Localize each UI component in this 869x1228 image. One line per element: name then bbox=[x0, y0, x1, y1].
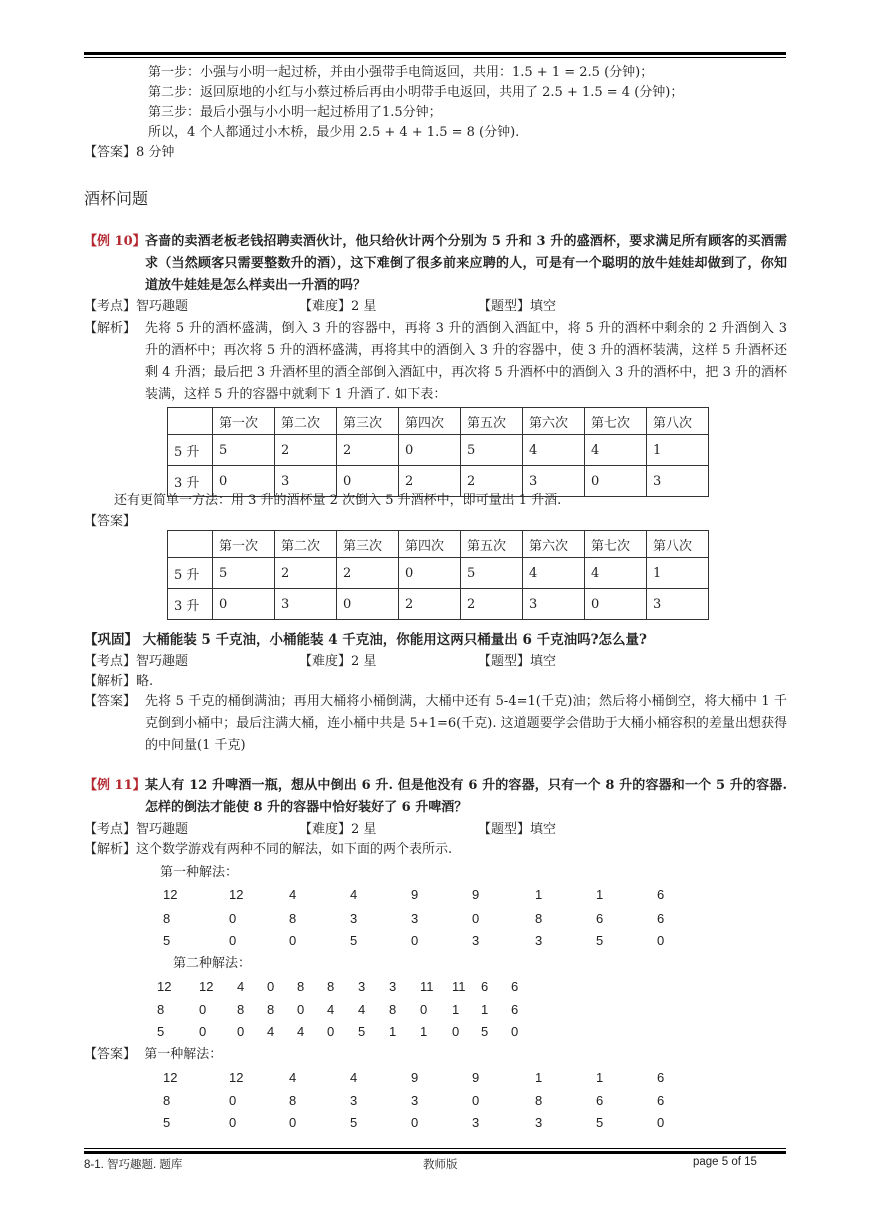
number-cell: 3 bbox=[535, 1115, 543, 1130]
table-cell: 4 bbox=[523, 435, 585, 466]
answer-label: 【答案】 bbox=[84, 694, 137, 709]
number-cell: 4 bbox=[358, 1002, 366, 1017]
table-cell: 第四次 bbox=[399, 408, 461, 435]
number-cell: 11 bbox=[420, 979, 434, 994]
number-cell: 6 bbox=[657, 887, 665, 902]
example-11-nandu bbox=[299, 820, 376, 840]
table-cell: 第六次 bbox=[523, 408, 585, 435]
footer-page: page 5 of 15 bbox=[693, 1156, 757, 1168]
gonggu-question-text: 大桶能装 5 千克油，小桶能装 4 千克油，你能用这两只桶量出 6 千克油吗?怎么量? bbox=[142, 632, 647, 648]
table-cell: 3 bbox=[275, 589, 337, 620]
kaodian-label: 【考点】 bbox=[84, 654, 137, 669]
table-cell: 第三次 bbox=[337, 531, 399, 558]
method-2-label: 第二种解法： bbox=[173, 956, 252, 971]
table-cell: 3 bbox=[647, 589, 709, 620]
number-cell: 5 bbox=[596, 933, 604, 948]
number-cell: 5 bbox=[163, 1115, 171, 1130]
number-cell: 1 bbox=[596, 887, 604, 902]
number-cell: 6 bbox=[596, 911, 604, 926]
number-cell: 0 bbox=[411, 1115, 419, 1130]
table-cell: 第二次 bbox=[275, 408, 337, 435]
example-10-question bbox=[84, 231, 787, 297]
number-cell: 5 bbox=[358, 1024, 366, 1039]
answer-method-label: 第一种解法： bbox=[144, 1047, 223, 1062]
number-cell: 0 bbox=[327, 1024, 335, 1039]
answer-text: 先将 5 千克的桶倒满油；再用大桶将小桶倒满，大桶中还有 5-4=1(千克)油；然后将小桶倒空，将大桶中 1 千克倒到小桶中；最后注满大桶，连小桶中共是 5+1=6(千克). 这道题要学会借助于大桶小桶容积的差量出想获得的中间量(1 千克) bbox=[145, 694, 787, 753]
table-cell: 2 bbox=[461, 466, 523, 497]
kaodian-value: 智巧趣题 bbox=[136, 299, 189, 314]
table-cell: 5 bbox=[213, 435, 275, 466]
table-header-row bbox=[168, 531, 709, 558]
example-11-jiexi bbox=[84, 840, 452, 860]
number-cell: 3 bbox=[350, 1093, 358, 1108]
number-cell: 9 bbox=[411, 887, 419, 902]
table-cell: 第六次 bbox=[523, 531, 585, 558]
table-cell: 5 bbox=[461, 558, 523, 589]
nandu-label: 【难度】 bbox=[299, 299, 352, 314]
table-cell: 2 bbox=[337, 558, 399, 589]
answer-text: 8 分钟 bbox=[136, 145, 175, 160]
number-cell: 6 bbox=[511, 1002, 519, 1017]
example-11-question-text: 某人有 12 升啤酒一瓶，想从中倒出 6 升. 但是他没有 6 升的容器，只有一个 8 升的容器和一个 5 升的容器. 怎样的倒法才能使 8 升的容器中恰好装好了 6 升啤酒？ bbox=[145, 778, 787, 815]
footer-left: 8-1. 智巧趣题. 题库 bbox=[84, 1159, 183, 1171]
number-cell: 12 bbox=[229, 887, 244, 902]
example-11-tixing bbox=[478, 820, 556, 840]
tixing-value: 填空 bbox=[530, 822, 557, 837]
table-cell: 0 bbox=[213, 466, 275, 497]
table-cell: 第五次 bbox=[461, 531, 523, 558]
step-line: 第一步：小强与小明一起过桥，并由小强带手电筒返回，共用：1.5 + 1 = 2.5 (分钟)； bbox=[148, 65, 654, 80]
table-cell: 0 bbox=[213, 589, 275, 620]
number-cell: 12 bbox=[199, 979, 214, 994]
jiexi-label: 【解析】 bbox=[84, 674, 137, 689]
number-cell: 1 bbox=[452, 1002, 460, 1017]
simpler-method: 还有更简单一方法：用 3 升的酒杯量 2 次倒入 5 升酒杯中，即可量出 1 升酒. bbox=[114, 493, 562, 508]
nandu-label: 【难度】 bbox=[299, 654, 352, 669]
number-cell: 0 bbox=[289, 933, 297, 948]
number-cell: 3 bbox=[472, 1115, 480, 1130]
step-line: 第二步：返回原地的小红与小蔡过桥后再由小明带手电返回，共用了 2.5 + 1.5 = 4 (分钟)； bbox=[148, 85, 684, 100]
number-cell: 9 bbox=[472, 887, 480, 902]
nandu-value: 2 星 bbox=[351, 654, 377, 669]
table-cell: 2 bbox=[399, 466, 461, 497]
nandu-value: 2 星 bbox=[351, 299, 377, 314]
number-cell: 8 bbox=[157, 1002, 165, 1017]
tixing-value: 填空 bbox=[530, 654, 557, 669]
number-cell: 6 bbox=[657, 911, 665, 926]
table-cell: 第二次 bbox=[275, 531, 337, 558]
number-cell: 12 bbox=[157, 979, 172, 994]
number-cell: 9 bbox=[411, 1070, 419, 1085]
number-cell: 5 bbox=[350, 933, 358, 948]
number-cell: 8 bbox=[535, 911, 543, 926]
number-cell: 6 bbox=[657, 1070, 665, 1085]
number-cell: 1 bbox=[535, 1070, 543, 1085]
number-cell: 8 bbox=[327, 979, 335, 994]
example-10-table bbox=[167, 407, 709, 497]
kaodian-value: 智巧趣题 bbox=[136, 822, 189, 837]
number-cell: 3 bbox=[358, 979, 366, 994]
table-cell: 4 bbox=[585, 435, 647, 466]
step-line: 第三步：最后小强与小小明一起过桥用了1.5分钟； bbox=[148, 105, 442, 120]
nandu bbox=[299, 297, 376, 317]
table-cell: 3 bbox=[523, 589, 585, 620]
number-cell: 0 bbox=[511, 1024, 519, 1039]
gonggu-answer bbox=[84, 691, 787, 757]
number-cell: 0 bbox=[229, 1093, 237, 1108]
jiexi-text: 先将 5 升的酒杯盛满，倒入 3 升的容器中，再将 3 升的酒倒入酒缸中，将 5 升的酒杯中剩余的 2 升酒倒入 3 升的酒杯中；再次将 5 升的酒杯盛满，再将其中的酒倒入 3 升的容器中，使 3 升的酒杯装满，这样 5 升酒杯还剩 4 升酒；最后把 3 升酒杯里的酒全部倒入酒缸中，再次将 5 升酒杯中的酒倒入 3 升的酒杯中，把 3 升的酒杯装满，这样 5 升的容器中就剩下 1 升酒了. 如下表： bbox=[145, 321, 787, 402]
number-cell: 8 bbox=[163, 911, 171, 926]
example-10-jiexi bbox=[84, 318, 787, 406]
jiexi-label: 【解析】 bbox=[84, 321, 137, 336]
tixing bbox=[478, 297, 556, 317]
tixing-value: 填空 bbox=[530, 299, 557, 314]
answer-label: 【答案】 bbox=[84, 145, 137, 160]
table-cell: 5 bbox=[461, 435, 523, 466]
gonggu-tixing bbox=[478, 652, 556, 672]
example-10-meta bbox=[84, 297, 188, 317]
number-cell: 6 bbox=[511, 979, 519, 994]
number-cell: 1 bbox=[535, 887, 543, 902]
number-cell: 3 bbox=[535, 933, 543, 948]
number-cell: 0 bbox=[237, 1024, 245, 1039]
step-line: 所以，4 个人都通过小木桥，最少用 2.5 + 4 + 1.5 = 8 (分钟). bbox=[148, 125, 520, 140]
tixing-label: 【题型】 bbox=[478, 299, 531, 314]
top-answer bbox=[84, 143, 174, 163]
example-11-label: 【例 11】 bbox=[84, 778, 146, 793]
number-cell: 0 bbox=[657, 1115, 665, 1130]
tixing-label: 【题型】 bbox=[478, 654, 531, 669]
number-cell: 5 bbox=[596, 1115, 604, 1130]
gonggu-jiexi bbox=[84, 672, 153, 692]
gonggu-label: 【巩固】 bbox=[84, 632, 138, 648]
number-cell: 0 bbox=[267, 979, 275, 994]
example-10-answer-table bbox=[167, 530, 709, 620]
method-1-label: 第一种解法： bbox=[160, 865, 239, 880]
number-cell: 8 bbox=[535, 1093, 543, 1108]
footer-rule-thick bbox=[84, 1151, 786, 1154]
number-cell: 8 bbox=[289, 911, 297, 926]
example-10-question-text: 吝啬的卖酒老板老钱招聘卖酒伙计，他只给伙计两个分别为 5 升和 3 升的盛酒杯，要求满足所有顾客的买酒需求（当然顾客只需要整数升的酒），这下难倒了很多前来应聘的人，可是有一个聪明的放牛娃娃却做到了，你知道放牛娃娃是怎么样卖出一升酒的吗？ bbox=[145, 234, 787, 293]
table-cell: 4 bbox=[585, 558, 647, 589]
example-11-answer bbox=[84, 1045, 222, 1065]
table-cell: 0 bbox=[337, 589, 399, 620]
table-row bbox=[168, 558, 709, 589]
table-cell: 2 bbox=[275, 558, 337, 589]
footer-center: 教师版 bbox=[423, 1159, 458, 1171]
table-cell: 第八次 bbox=[647, 408, 709, 435]
table-cell: 第七次 bbox=[585, 531, 647, 558]
number-cell: 0 bbox=[420, 1002, 428, 1017]
tixing-label: 【题型】 bbox=[478, 822, 531, 837]
number-cell: 6 bbox=[657, 1093, 665, 1108]
table-cell: 5 bbox=[213, 558, 275, 589]
table-cell: 0 bbox=[585, 589, 647, 620]
table-cell: 第三次 bbox=[337, 408, 399, 435]
number-cell: 12 bbox=[163, 887, 178, 902]
number-cell: 0 bbox=[199, 1002, 207, 1017]
number-cell: 0 bbox=[229, 911, 237, 926]
number-cell: 8 bbox=[389, 1002, 397, 1017]
number-cell: 1 bbox=[420, 1024, 428, 1039]
number-cell: 8 bbox=[289, 1093, 297, 1108]
gonggu-nandu bbox=[299, 652, 376, 672]
jiexi-text: 这个数学游戏有两种不同的解法，如下面的两个表所示. bbox=[136, 842, 453, 857]
table-row bbox=[168, 589, 709, 620]
number-cell: 12 bbox=[163, 1070, 178, 1085]
kaodian-value: 智巧趣题 bbox=[136, 654, 189, 669]
number-cell: 3 bbox=[411, 1093, 419, 1108]
jiexi-text: 略. bbox=[136, 674, 154, 689]
number-cell: 4 bbox=[350, 887, 358, 902]
number-cell: 6 bbox=[481, 979, 489, 994]
number-cell: 0 bbox=[297, 1002, 305, 1017]
table-cell: 2 bbox=[337, 435, 399, 466]
number-cell: 4 bbox=[289, 1070, 297, 1085]
table-cell: 第八次 bbox=[647, 531, 709, 558]
number-cell: 8 bbox=[267, 1002, 275, 1017]
table-cell: 第五次 bbox=[461, 408, 523, 435]
number-cell: 8 bbox=[237, 1002, 245, 1017]
gonggu-question bbox=[84, 630, 647, 650]
number-cell: 3 bbox=[389, 979, 397, 994]
table-row bbox=[168, 435, 709, 466]
number-cell: 4 bbox=[350, 1070, 358, 1085]
table-cell: 第四次 bbox=[399, 531, 461, 558]
number-cell: 1 bbox=[596, 1070, 604, 1085]
section-heading: 酒杯问题 bbox=[84, 189, 149, 208]
table-cell: 3 升 bbox=[168, 466, 213, 497]
number-cell: 9 bbox=[472, 1070, 480, 1085]
table-cell: 4 bbox=[523, 558, 585, 589]
table-cell: 3 bbox=[647, 466, 709, 497]
number-cell: 4 bbox=[289, 887, 297, 902]
number-cell: 5 bbox=[481, 1024, 489, 1039]
table-cell: 3 bbox=[523, 466, 585, 497]
table-cell bbox=[168, 531, 213, 558]
number-cell: 5 bbox=[350, 1115, 358, 1130]
table-cell: 5 升 bbox=[168, 558, 213, 589]
table-header-row bbox=[168, 408, 709, 435]
number-cell: 0 bbox=[472, 911, 480, 926]
number-cell: 0 bbox=[199, 1024, 207, 1039]
number-cell: 6 bbox=[596, 1093, 604, 1108]
table-cell: 1 bbox=[647, 558, 709, 589]
kaodian-label: 【考点】 bbox=[84, 299, 137, 314]
answer-label: 【答案】 bbox=[84, 1047, 137, 1062]
number-cell: 0 bbox=[472, 1093, 480, 1108]
number-cell: 4 bbox=[327, 1002, 335, 1017]
example-11-kaodian bbox=[84, 820, 188, 840]
header-rule-thin bbox=[84, 57, 786, 58]
table-cell: 0 bbox=[399, 435, 461, 466]
number-cell: 0 bbox=[229, 933, 237, 948]
kaodian-label: 【考点】 bbox=[84, 822, 137, 837]
table-cell: 第一次 bbox=[213, 408, 275, 435]
number-cell: 4 bbox=[267, 1024, 275, 1039]
table-cell: 第一次 bbox=[213, 531, 275, 558]
number-cell: 3 bbox=[350, 911, 358, 926]
table-cell: 3 bbox=[275, 466, 337, 497]
table-cell: 0 bbox=[399, 558, 461, 589]
table-cell: 2 bbox=[275, 435, 337, 466]
number-cell: 0 bbox=[657, 933, 665, 948]
table-cell: 0 bbox=[585, 466, 647, 497]
footer-rule-thin bbox=[84, 1148, 786, 1149]
number-cell: 5 bbox=[157, 1024, 165, 1039]
number-cell: 0 bbox=[452, 1024, 460, 1039]
table-cell: 2 bbox=[461, 589, 523, 620]
nandu-label: 【难度】 bbox=[299, 822, 352, 837]
gonggu-kaodian bbox=[84, 652, 188, 672]
table-cell: 2 bbox=[399, 589, 461, 620]
table-cell: 1 bbox=[647, 435, 709, 466]
table-cell bbox=[168, 408, 213, 435]
nandu-value: 2 星 bbox=[351, 822, 377, 837]
number-cell: 4 bbox=[297, 1024, 305, 1039]
number-cell: 12 bbox=[229, 1070, 244, 1085]
number-cell: 11 bbox=[452, 979, 466, 994]
example-10-label: 【例 10】 bbox=[84, 234, 146, 249]
number-cell: 3 bbox=[472, 933, 480, 948]
table-cell: 第七次 bbox=[585, 408, 647, 435]
example-10-answer-label: 【答案】 bbox=[84, 514, 137, 529]
number-cell: 1 bbox=[389, 1024, 397, 1039]
number-cell: 1 bbox=[481, 1002, 489, 1017]
jiexi-label: 【解析】 bbox=[84, 842, 137, 857]
number-cell: 5 bbox=[163, 933, 171, 948]
header-rule-thick bbox=[84, 52, 786, 55]
example-11-question bbox=[84, 775, 787, 819]
table-cell: 0 bbox=[337, 466, 399, 497]
table-cell: 5 升 bbox=[168, 435, 213, 466]
table-cell: 3 升 bbox=[168, 589, 213, 620]
number-cell: 0 bbox=[411, 933, 419, 948]
number-cell: 3 bbox=[411, 911, 419, 926]
number-cell: 8 bbox=[297, 979, 305, 994]
number-cell: 0 bbox=[229, 1115, 237, 1130]
number-cell: 8 bbox=[163, 1093, 171, 1108]
number-cell: 0 bbox=[289, 1115, 297, 1130]
number-cell: 4 bbox=[237, 979, 245, 994]
